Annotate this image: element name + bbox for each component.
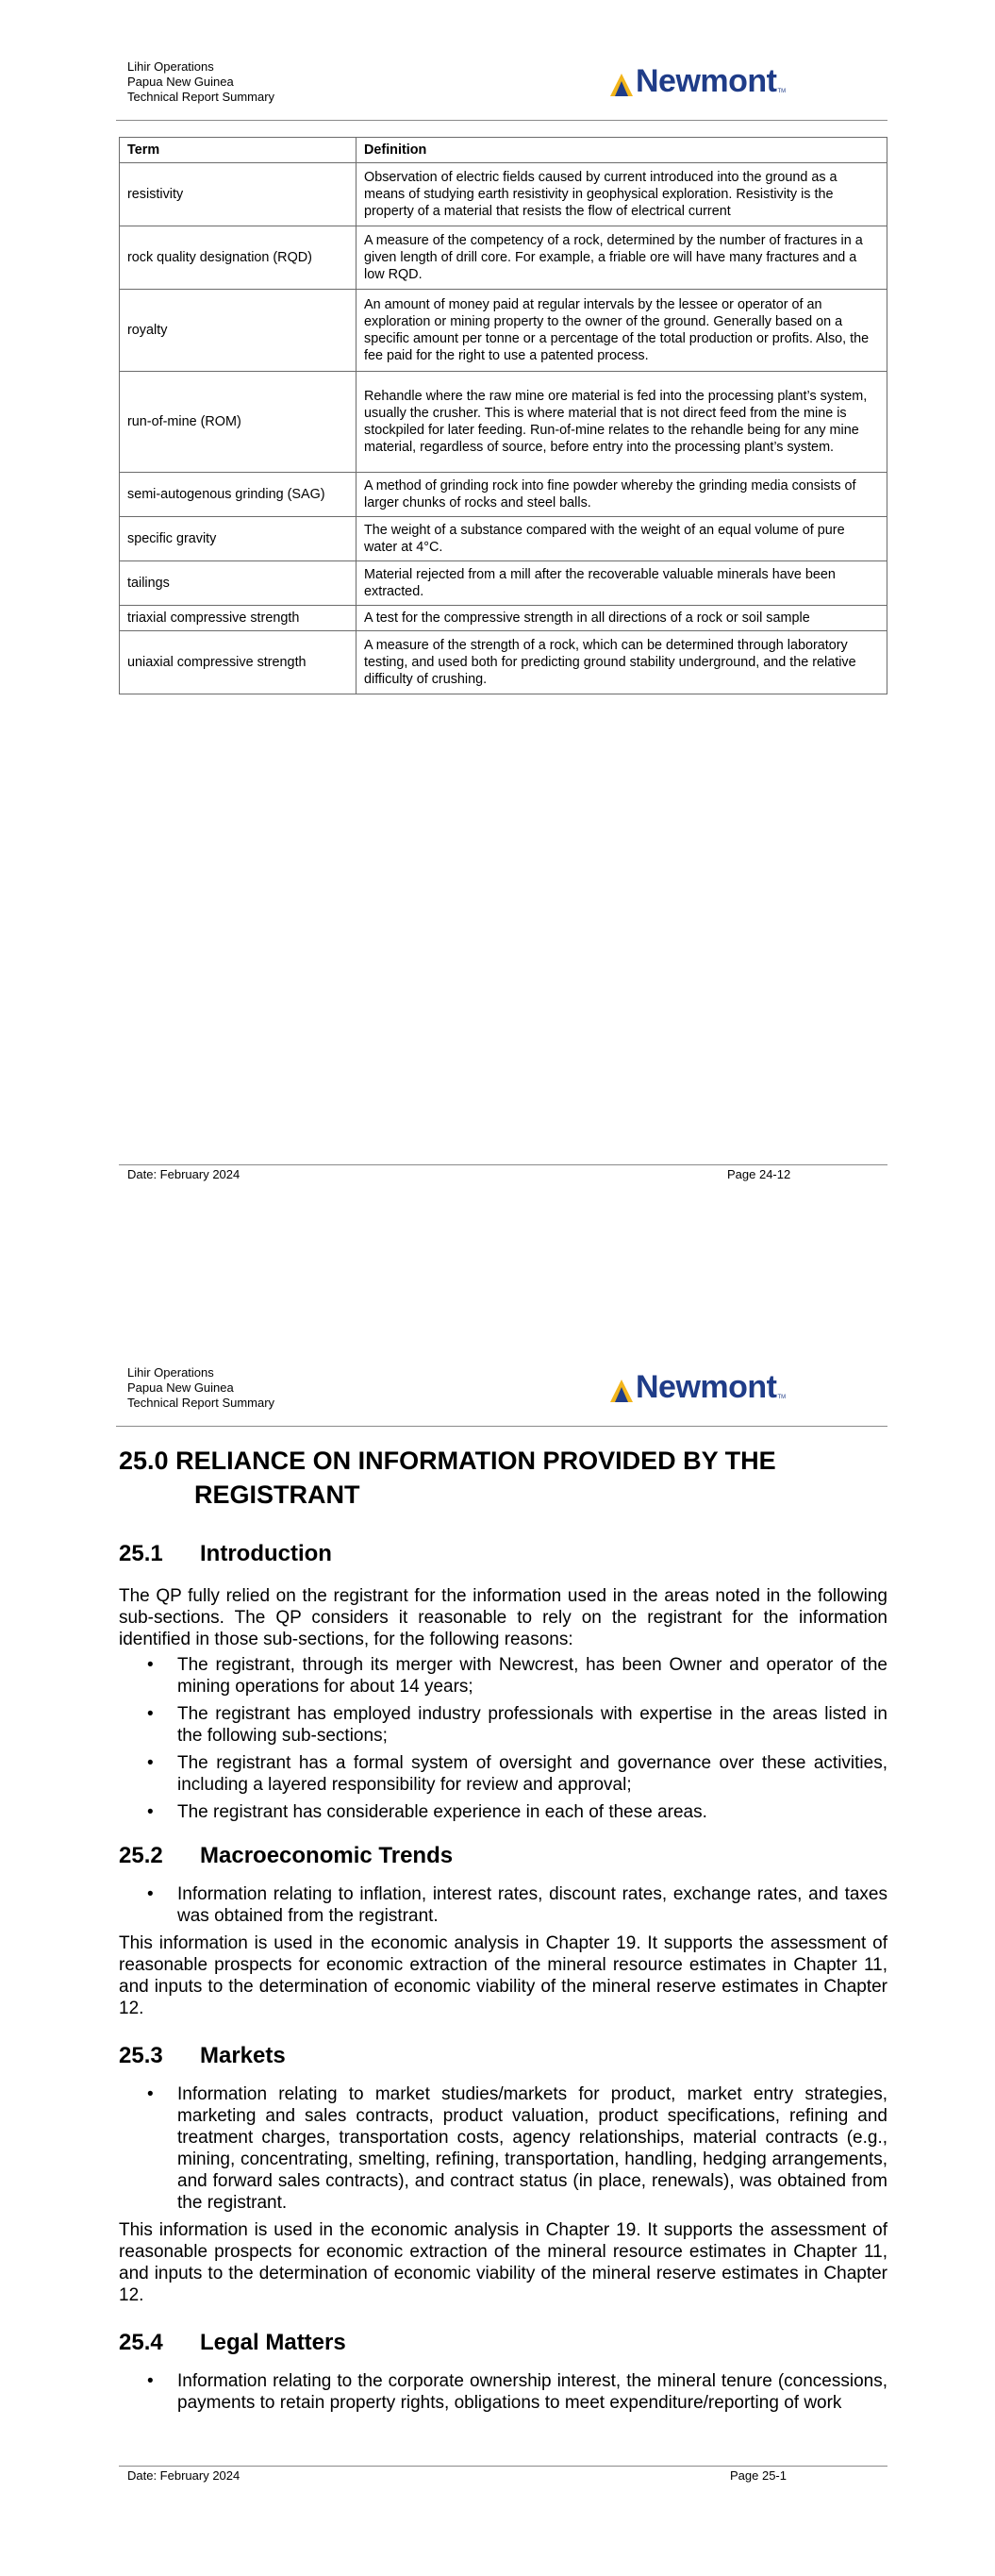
definition-cell: A measure of the competency of a rock, determined by the number of fractures in a given length of drill core. For example, a friable ore will have many fractures and a low RQD. [357,226,887,290]
section-title: Legal Matters [200,2330,346,2355]
section-number: 25.1 [119,1541,163,1566]
header-text [127,59,274,105]
column-header-term: Term [120,138,357,163]
macro-bullet-list [119,1883,887,1927]
bullet-icon: • [147,1802,154,1822]
bullet-icon: • [147,1753,154,1773]
legal-bullet-list [119,2370,887,2414]
page-25-1 [0,1312,995,2576]
section-heading-introduction [119,1540,887,1568]
glossary-table [119,137,887,694]
macro-paragraph: This information is used in the economic analysis in Chapter 19. It supports the assessment of reasonable prospects for economic extraction of the mineral resource estimates in Chapter 11, and inputs to the determination of economic viability of the mineral reserve estimates in Chapter 12. [119,1933,887,2018]
list-item [119,2083,887,2214]
table-row [120,517,887,561]
markets-bullet-list [119,2083,887,2214]
bullet-text: Information relating to the corporate ownership interest, the mineral tenure (concessions, payments to retain property rights, obligations to meet expenditure/reporting of work [177,2371,887,2413]
definition-cell: A method of grinding rock into fine powder whereby the grinding media consists of larger chunks of rocks and steel balls. [357,473,887,517]
table-row [120,631,887,694]
section-number: 25.2 [119,1843,163,1868]
bullet-text: The registrant has considerable experience in each of these areas. [177,1802,707,1822]
definition-cell: Observation of electric fields caused by current introduced into the ground as a means of studying earth resistivity in geophysical exploration. Resistivity is the property of a material that resists the flow of electrical current [357,163,887,226]
newmont-logo-mark-icon [609,1379,634,1403]
table-row [120,561,887,606]
list-item [119,1883,887,1927]
bullet-icon: • [147,2371,154,2391]
section-number: 25.3 [119,2043,163,2068]
chapter-title-line2: REGISTRANT [194,1480,360,1509]
chapter-number: 25.0 [119,1447,169,1475]
logo-wordmark: Newmont [636,63,777,99]
header-line-country: Papua New Guinea [127,75,234,89]
list-item [119,1654,887,1698]
footer-rule [119,2466,887,2467]
term-cell: triaxial compressive strength [120,606,357,631]
table-row [120,163,887,226]
definition-cell: An amount of money paid at regular intervals by the lessee or operator of an exploration or mining property to the owner of the ground. Generally based on a specific amount per tonne or a percentage of the total production or profits. Also, the fee paid for the right to use a patented process. [357,290,887,372]
chapter-content [119,1444,887,2414]
header-text [127,1365,274,1411]
markets-paragraph: This information is used in the economic analysis in Chapter 19. It supports the assessment of reasonable prospects for economic extraction of the mineral resource estimates in Chapter 11, and inputs to the determination of economic viability of the mineral reserve estimates in Chapter 12. [119,2220,887,2305]
newmont-logo-mark-icon [609,73,634,97]
list-item [119,1752,887,1796]
term-cell: semi-autogenous grinding (SAG) [120,473,357,517]
table-row [120,606,887,631]
logo-wordmark: Newmont [636,1369,777,1405]
column-header-definition: Definition [357,138,887,163]
term-cell: uniaxial compressive strength [120,631,357,694]
definition-cell: A test for the compressive strength in all directions of a rock or soil sample [357,606,887,631]
chapter-heading [119,1444,887,1512]
logo-trademark: TM [777,1395,787,1400]
bullet-text: The registrant has employed industry professionals with expertise in the areas listed in the following sub-sections; [177,1704,887,1746]
section-title: Markets [200,2043,286,2068]
term-cell: rock quality designation (RQD) [120,226,357,290]
definition-cell: Material rejected from a mill after the recoverable valuable minerals have been extracted. [357,561,887,606]
chapter-title-line1: RELIANCE ON INFORMATION PROVIDED BY THE [175,1447,776,1475]
footer-date: Date: February 2024 [127,2468,240,2483]
definition-cell: Rehandle where the raw mine ore material is fed into the processing plant’s system, usually the crusher. This is where material that is not direct feed from the mine is stockpiled for later feeding. Run-of-mine relates to the rehandle being for any mine material, regardless of source, before entry into the processing plant’s system. [357,372,887,473]
footer-page-number: Page 24-12 [727,1167,791,1181]
intro-paragraph: The QP fully relied on the registrant for the information used in the areas noted in the following sub-sections. The QP considers it reasonable to rely on the registrant for the information identified in those sub-sections, for the following reasons: [119,1586,887,1649]
bullet-text: The registrant has a formal system of oversight and governance over these activities, including a layered responsibility for review and approval; [177,1753,887,1795]
footer-page-number: Page 25-1 [730,2468,787,2483]
header-line-company: Lihir Operations [127,59,214,74]
header-line-company: Lihir Operations [127,1365,214,1380]
table-header-row [120,138,887,163]
bullet-icon: • [147,1884,154,1904]
term-cell: resistivity [120,163,357,226]
term-cell: tailings [120,561,357,606]
header-rule [116,1426,887,1427]
definition-cell: A measure of the strength of a rock, which can be determined through laboratory testing, and used both for predicting ground stability underground, and the relative difficulty of crushing. [357,631,887,694]
intro-bullet-list [119,1654,887,1823]
newmont-logo [609,1371,786,1403]
definition-cell: The weight of a substance compared with the weight of an equal volume of pure water at 4°C. [357,517,887,561]
bullet-icon: • [147,1655,154,1675]
table-row [120,290,887,372]
footer-date: Date: February 2024 [127,1167,240,1181]
header-line-report: Technical Report Summary [127,90,275,104]
term-cell: specific gravity [120,517,357,561]
section-number: 25.4 [119,2330,163,2355]
section-heading-macroeconomic-trends [119,1842,887,1870]
table-row [120,473,887,517]
section-heading-markets [119,2042,887,2070]
bullet-text: The registrant, through its merger with Newcrest, has been Owner and operator of the mining operations for about 14 years; [177,1655,887,1697]
term-cell: royalty [120,290,357,372]
table-row [120,372,887,473]
logo-trademark: TM [777,89,787,94]
bullet-text: Information relating to market studies/markets for product, market entry strategies, marketing and sales contracts, product valuation, product specifications, refining and treatment charges, transportation costs, agency relationships, material contracts (e.g., mining, concentrating, smelting, refining, transportation, handling, hedging arrangements, and forward sales contracts), and contract status (in place, renewals), was obtained from the registrant. [177,2084,887,2213]
list-item [119,1801,887,1823]
header-line-country: Papua New Guinea [127,1380,234,1395]
section-title: Macroeconomic Trends [200,1843,454,1868]
table-row [120,226,887,290]
section-title: Introduction [200,1541,332,1566]
footer-rule [119,1164,887,1165]
bullet-text: Information relating to inflation, interest rates, discount rates, exchange rates, and taxes was obtained from the registrant. [177,1884,887,1926]
list-item [119,2370,887,2414]
bullet-icon: • [147,1704,154,1724]
newmont-logo [609,65,786,97]
list-item [119,1703,887,1747]
bullet-icon: • [147,2084,154,2104]
term-cell: run-of-mine (ROM) [120,372,357,473]
header-line-report: Technical Report Summary [127,1396,275,1410]
section-heading-legal-matters [119,2329,887,2357]
header-rule [116,120,887,121]
